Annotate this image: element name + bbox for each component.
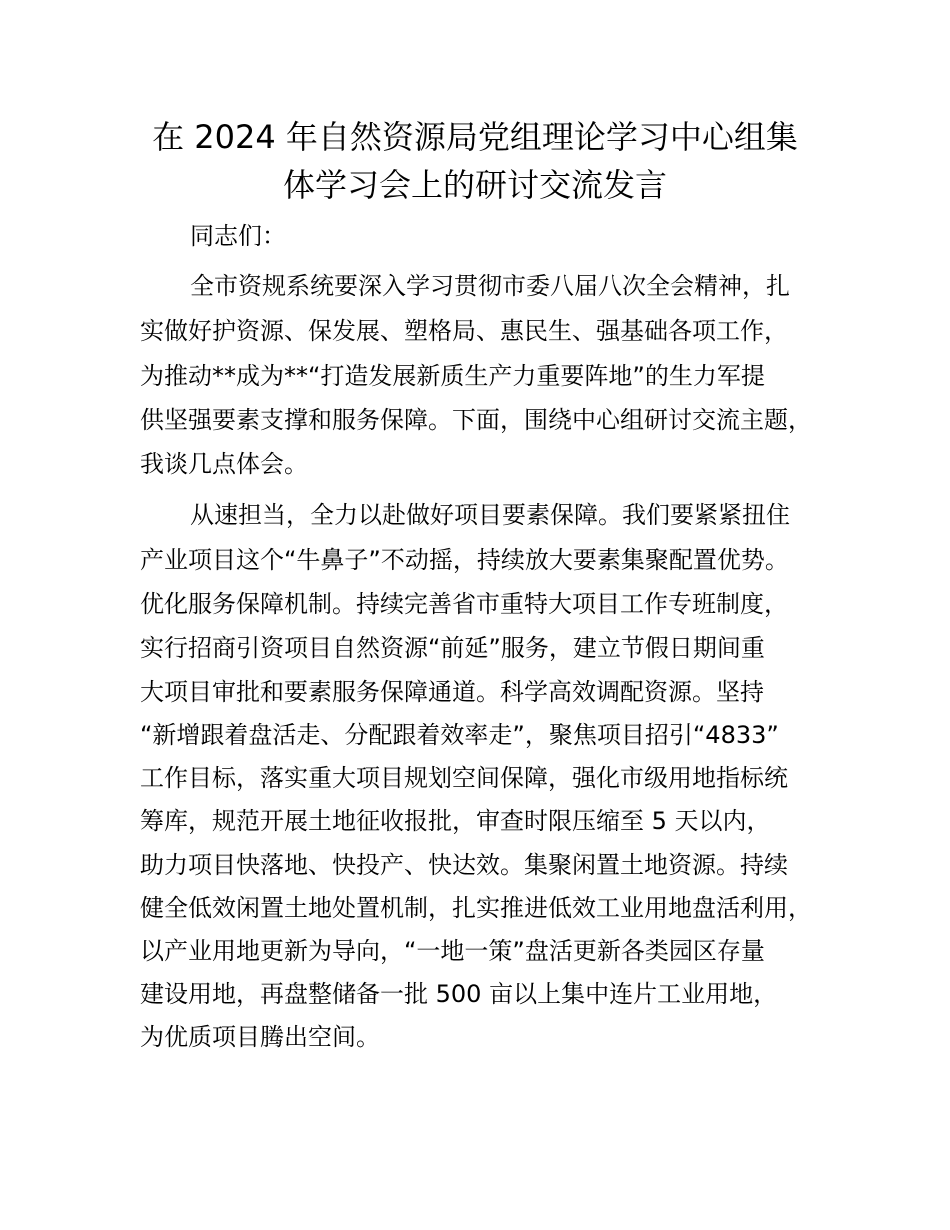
paragraph-2-line: 健全低效闲置土地处置机制，扎实推进低效工业用地盘活利用， — [140, 894, 812, 922]
document-title-line-1: 在 2024 年自然资源局党组理论学习中心组集 — [152, 118, 798, 156]
paragraph-2-line: 工作目标，落实重大项目规划空间保障，强化市级用地指标统 — [140, 764, 788, 792]
paragraph-2-line: 为优质项目腾出空间。 — [140, 1023, 380, 1051]
salutation: 同志们： — [190, 222, 286, 250]
paragraph-1-line: 供坚强要素支撑和服务保障。下面，围绕中心组研讨交流主题， — [140, 406, 812, 434]
document-title-line-2: 体学习会上的研讨交流发言 — [282, 166, 667, 204]
paragraph-2-line: 优化服务保障机制。持续完善省市重特大项目工作专班制度， — [140, 590, 788, 618]
paragraph-1-line: 我谈几点体会。 — [140, 450, 308, 478]
paragraph-1-line: 实做好护资源、保发展、塑格局、惠民生、强基础各项工作， — [140, 317, 788, 345]
paragraph-2-line: 建设用地，再盘整储备一批 500 亩以上集中连片工业用地， — [140, 980, 778, 1008]
paragraph-2-line: 从速担当，全力以赴做好项目要素保障。我们要紧紧扭住 — [190, 501, 790, 529]
paragraph-2-line: 筹库，规范开展土地征收报批，审查时限压缩至 5 天以内， — [140, 807, 771, 835]
paragraph-2-line: 大项目审批和要素服务保障通道。科学高效调配资源。坚持 — [140, 678, 764, 706]
paragraph-1-line: 为推动**成为**“打造发展新质生产力重要阵地”的生力军提 — [140, 362, 765, 390]
paragraph-1-line: 全市资规系统要深入学习贯彻市委八届八次全会精神，扎 — [190, 272, 790, 300]
paragraph-2-line: 实行招商引资项目自然资源“前延”服务，建立节假日期间重 — [140, 634, 765, 662]
paragraph-2-line: “新增跟着盘活走、分配跟着效率走”，聚焦项目招引“4833” — [140, 721, 779, 749]
paragraph-2-line: 助力项目快落地、快投产、快达效。集聚闲置土地资源。持续 — [140, 851, 788, 879]
paragraph-2-line: 以产业用地更新为导向，“一地一策”盘活更新各类园区存量 — [140, 937, 765, 965]
paragraph-2-line: 产业项目这个“牛鼻子”不动摇，持续放大要素集聚配置优势。 — [140, 546, 789, 574]
